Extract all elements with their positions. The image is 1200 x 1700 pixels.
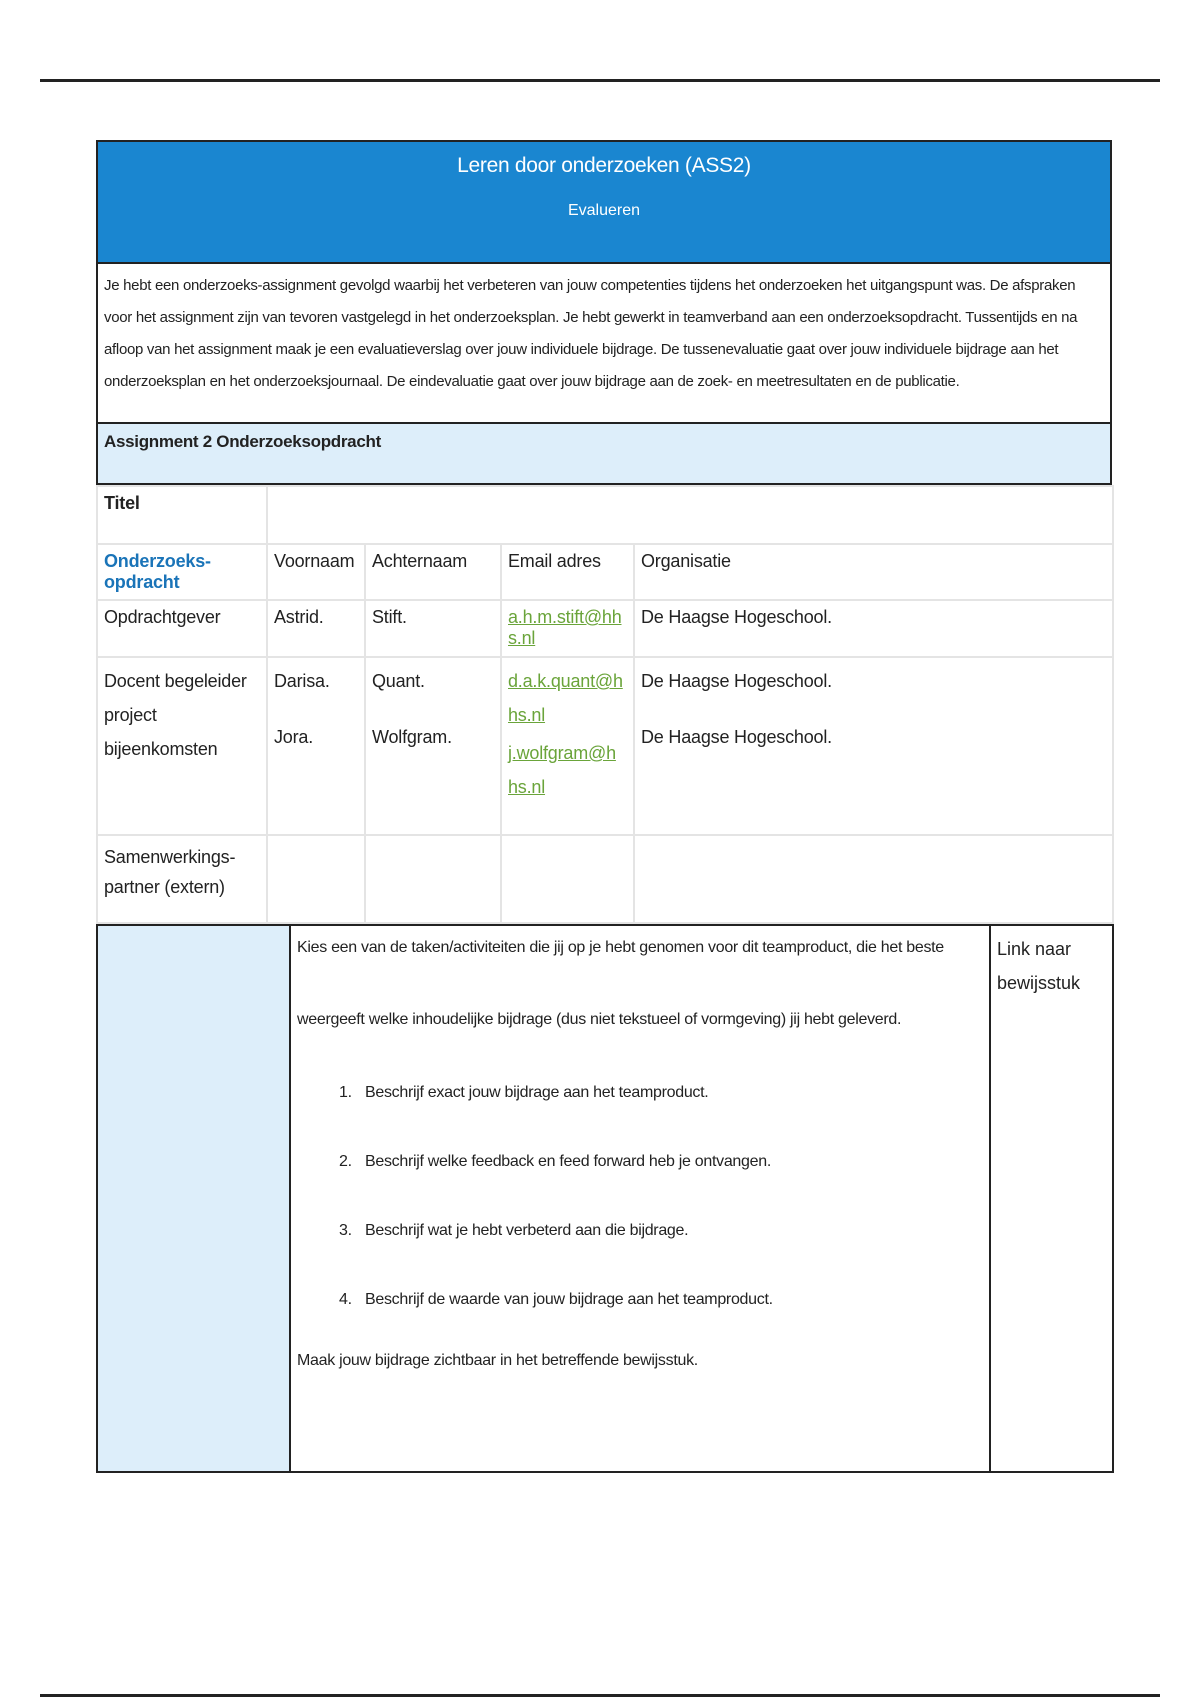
last-name: Wolfgram. (372, 727, 452, 747)
task-side-cell (97, 925, 290, 1472)
first-name: Astrid. (267, 600, 365, 657)
bottom-rule (40, 1694, 1160, 1697)
document-body (96, 140, 1112, 1473)
header-last-name: Achternaam (365, 544, 501, 600)
list-item: 1. Beschrijf exact jouw bijdrage aan het teamproduct. (339, 1084, 709, 1101)
email-link[interactable]: d.a.k.quant@hhs.nl (508, 671, 623, 725)
empty-cell[interactable] (501, 835, 634, 923)
empty-cell[interactable] (634, 835, 1113, 923)
task-outro: Maak jouw bijdrage zichtbaar in het betreffende bewijsstuk. (297, 1352, 698, 1369)
email-link[interactable]: j.wolfgram@hhs.nl (508, 743, 616, 797)
link-bewijsstuk-label: Link naar bewijsstuk (990, 925, 1113, 1472)
table-row (97, 657, 1113, 835)
first-name: Darisa. (274, 671, 330, 691)
role-opdrachtgever: Opdrachtgever (97, 600, 267, 657)
task-table (96, 924, 1114, 1473)
header-first-name: Voornaam (267, 544, 365, 600)
titel-input[interactable] (267, 486, 1113, 544)
last-name: Quant. (372, 671, 425, 691)
page-title: Leren door onderzoeken (ASS2) (457, 154, 751, 177)
organisation: De Haagse Hogeschool. (641, 727, 832, 747)
organisation: De Haagse Hogeschool. (641, 671, 832, 691)
role-partner: Samenwerkings-partner (extern) (97, 835, 267, 923)
header-role: Onderzoeks-opdracht (97, 544, 267, 600)
task-intro: Kies een van de taken/activiteiten die jij op je hebt genomen voor dit teamproduct, die het beste weergeeft welke inhoudelijke bijdrage (dus niet tekstueel of vormgeving) jij hebt geleverd. (297, 939, 944, 1028)
contact-table (96, 485, 1114, 924)
empty-cell[interactable] (267, 835, 365, 923)
header-organisation: Organisatie (634, 544, 1113, 600)
organisation: De Haagse Hogeschool. (634, 600, 1113, 657)
header-band (96, 140, 1112, 264)
list-item: 4. Beschrijf de waarde van jouw bijdrage aan het teamproduct. (339, 1291, 773, 1308)
intro-text: Je hebt een onderzoeks-assignment gevolgd waarbij het verbeteren van jouw competenties tijdens het onderzoeken het uitgangspunt was. De afspraken voor het assignment zijn van tevoren vastgelegd in het onderzoeksplan. Je hebt gewerkt in teamverband aan een onderzoeksopdracht. Tussentijds en na afloop van het assignment maak je een evaluatieverslag over jouw individuele bijdrage. De tussenevaluatie gaat over jouw individuele bijdrage aan het onderzoeksplan en het onderzoeksjournaal. De eindevaluatie gaat over jouw bijdrage aan de zoek- en meetresultaten en de publicatie. (96, 264, 1112, 424)
table-header-row (97, 544, 1113, 600)
task-instructions (290, 925, 990, 1472)
list-item: 2. Beschrijf welke feedback en feed forward heb je ontvangen. (339, 1153, 771, 1170)
last-name: Stift. (365, 600, 501, 657)
email-link[interactable]: a.h.m.stift@hhs.nl (508, 607, 622, 648)
assignment-heading: Assignment 2 Onderzoeksopdracht (96, 424, 1112, 485)
first-name: Jora. (274, 727, 314, 747)
titel-label: Titel (97, 486, 267, 544)
table-row (97, 600, 1113, 657)
page-subtitle: Evalueren (567, 202, 641, 219)
table-row (97, 486, 1113, 544)
task-list (297, 1076, 983, 1317)
empty-cell[interactable] (365, 835, 501, 923)
header-email: Email adres (501, 544, 634, 600)
table-row (97, 835, 1113, 923)
role-docent: Docent begeleider project bijeenkomsten (97, 657, 267, 835)
list-item: 3. Beschrijf wat je hebt verbeterd aan die bijdrage. (339, 1222, 689, 1239)
top-rule (40, 79, 1160, 82)
